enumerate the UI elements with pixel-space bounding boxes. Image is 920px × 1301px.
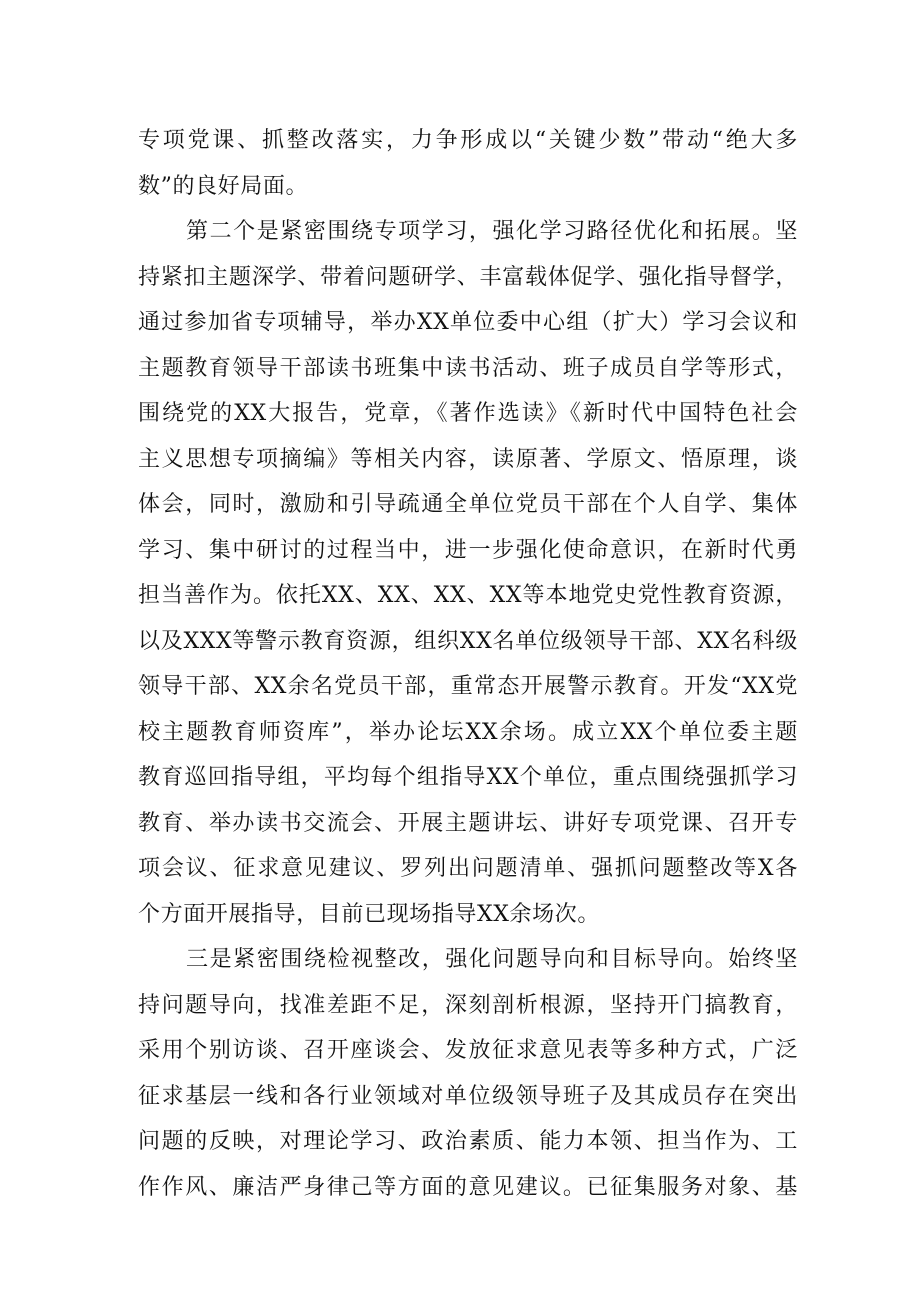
text-line: 主题教育领导干部读书班集中读书活动、班子成员自学等形式， xyxy=(138,355,798,381)
text-line: 数”的良好局面。 xyxy=(138,173,309,199)
text-line: 围绕党的XX大报告，党章，《著作选读》《新时代中国特色社会 xyxy=(138,401,798,426)
text-line: 三是紧密围绕检视整改，强化问题导向和目标导向。始终坚 xyxy=(186,947,798,972)
text-line: 问题的反映，对理论学习、政治素质、能力本领、担当作为、工 xyxy=(138,1129,798,1154)
text-line: 通过参加省专项辅导，举办XX单位委中心组（扩大）学习会议和 xyxy=(138,310,798,335)
text-line: 第二个是紧密围绕专项学习，强化学习路径优化和拓展。坚 xyxy=(186,219,798,244)
text-line: 持紧扣主题深学、带着问题研学、丰富载体促学、强化指导督学， xyxy=(138,264,798,290)
text-line: 校主题教育师资库”，举办论坛XX余场。成立XX个单位委主题 xyxy=(138,719,798,745)
text-line: 专项党课、抓整改落实，力争形成以“关键少数”带动“绝大多 xyxy=(138,128,798,153)
text-line: 教育、举办读书交流会、开展主题讲坛、讲好专项党课、召开专 xyxy=(138,810,798,836)
text-line: 教育巡回指导组，平均每个组指导XX个单位，重点围绕强抓学习 xyxy=(138,765,798,790)
text-line: 担当善作为。依托XX、XX、XX、XX等本地党史党性教育资源， xyxy=(138,583,798,608)
document-body xyxy=(138,118,798,1210)
text-line: 领导干部、XX余名党员干部，重常态开展警示教育。开发“XX党 xyxy=(138,674,798,699)
text-line: 项会议、征求意见建议、罗列出问题清单、强抓问题整改等X各 xyxy=(138,856,798,881)
text-line: 采用个别访谈、召开座谈会、发放征求意见表等多种方式，广泛 xyxy=(138,1038,798,1063)
text-line: 作作风、廉洁严身律己等方面的意见建议。已征集服务对象、基 xyxy=(138,1174,798,1200)
text-line: 体会，同时，激励和引导疏通全单位党员干部在个人自学、集体 xyxy=(138,492,798,517)
text-line: 主义思想专项摘编》等相关内容，读原著、学原文、悟原理，谈 xyxy=(138,446,798,472)
text-line: 征求基层一线和各行业领域对单位级领导班子及其成员存在突出 xyxy=(138,1083,798,1109)
text-line: 以及XXX等警示教育资源，组织XX名单位级领导干部、XX名科级 xyxy=(138,628,798,654)
text-line: 学习、集中研讨的过程当中，进一步强化使命意识，在新时代勇 xyxy=(138,537,798,563)
text-line: 个方面开展指导，目前已现场指导XX余场次。 xyxy=(138,901,600,927)
text-line: 持问题导向，找准差距不足，深刻剖析根源，坚持开门搞教育， xyxy=(138,992,798,1018)
